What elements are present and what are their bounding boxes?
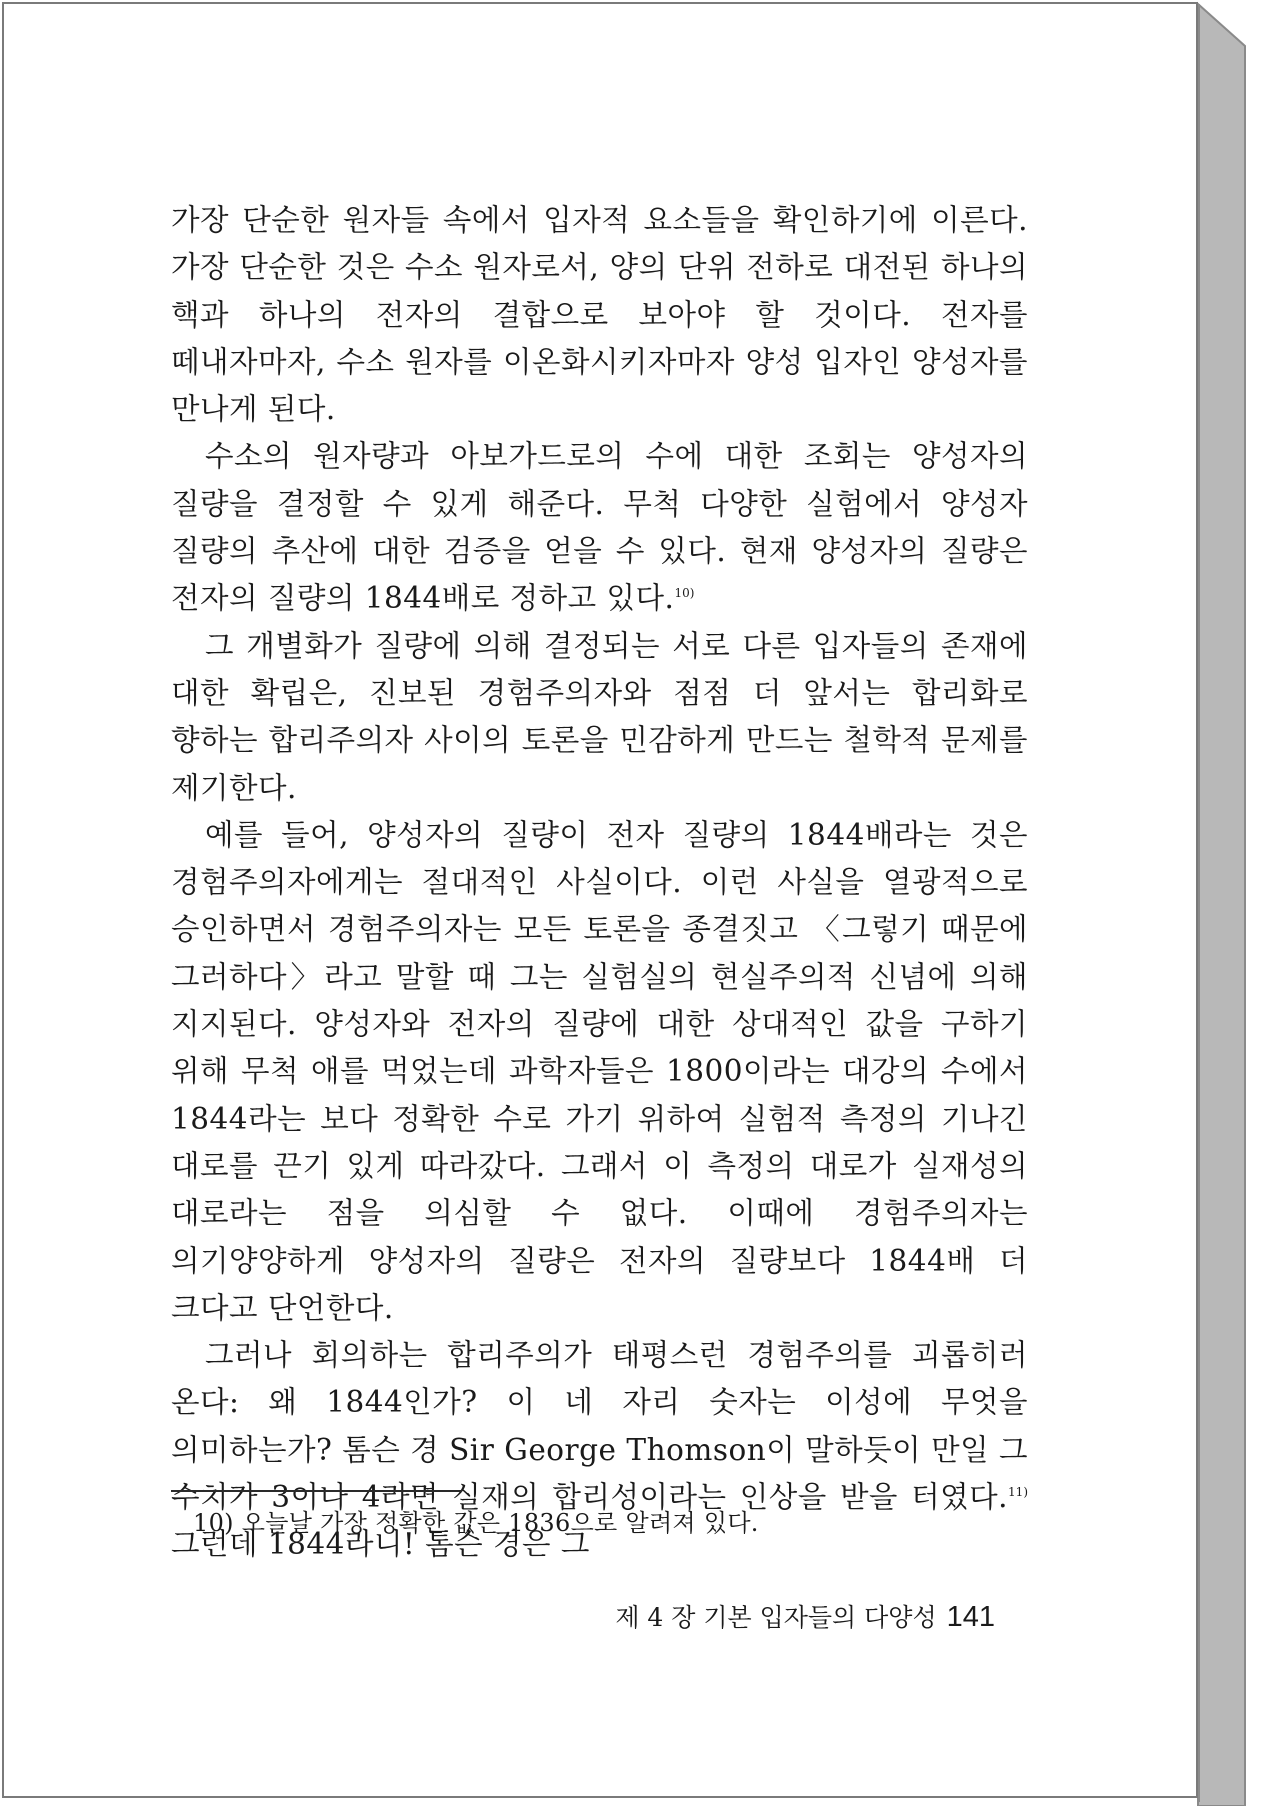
footnote: 10) 오늘날 가장 정확한 값은 1836으로 알려져 있다. bbox=[193, 1509, 759, 1537]
paragraph: 그 개별화가 질량에 의해 결정되는 서로 다른 입자들의 존재에 대한 확립은, 진보된 경험주의자와 점점 더 앞서는 합리화로 향하는 합리주의자 사이의 토론을 민감하게 만드는 철학적 문제를 제기한다. bbox=[171, 628, 1028, 805]
paragraph: 예를 들어, 양성자의 질량이 전자 질량의 1844배라는 것은 경험주의자에게는 절대적인 사실이다. 이런 사실을 열광적으로 승인하면서 경험주의자는 모든 토론을 종결짓고 〈그렇기 때문에 그러하다〉라고 말할 때 그는 실험실의 현실주의적 신념에 의해 지지된다. 양성자와 전자의 질량에 대한 상대적인 값을 구하기 위해 무척 애를 먹었는데 과학자들은 1800이라는 대강의 수에서 1844라는 보다 정확한 수로 가기 위하여 실험적 측정의 기나긴 대로를 끈기 있게 따라갔다. 그래서 이 측정의 대로가 실재성의 대로라는 점을 의심할 수 없다. 이때에 경험주의자는 의기양양하게 양성자의 질량은 전자의 질량보다 1844배 더 크다고 단언한다. bbox=[171, 817, 1028, 1325]
paragraph-text: 수소의 원자량과 아보가드로의 수에 대한 조회는 양성자의 질량을 결정할 수 있게 해준다. 무척 다양한 실험에서 양성자 질량의 추산에 대한 검증을 얻을 수 있다. 현재 양성자의 질량은 전자의 질량의 1844배로 정하고 있다. bbox=[171, 439, 1028, 616]
page-number: 141 bbox=[946, 1601, 995, 1633]
chapter-title: 제 4 장 기본 입자들의 다양성 bbox=[615, 1603, 937, 1632]
book-side-face bbox=[1198, 4, 1245, 1806]
paragraph: 가장 단순한 원자들 속에서 입자적 요소들을 확인하기에 이른다. 가장 단순한 것은 수소 원자로서, 양의 단위 전하로 대전된 하나의 핵과 하나의 전자의 결합으로 보아야 할 것이다. 전자를 떼내자마자, 수소 원자를 이온화시키자마자 양성 입자인 양성자를 만나게 된다. bbox=[171, 203, 1028, 427]
paragraph-text: 그러나 회의하는 합리주의가 태평스런 경험주의를 괴롭히러 온다: 왜 1844인가? 이 네 자리 숫자는 이성에 무엇을 의미하는가? 톰슨 경 Sir George Thomson이 말하듯이 만일 그 수치가 3이나 4라면 실재의 합리성이라는 인상을 받을 터였다. bbox=[171, 1338, 1028, 1515]
paragraph-text-continued: 그런데 1844라니! 톰슨 경은 그 bbox=[171, 1527, 590, 1562]
body-text bbox=[171, 197, 1028, 1569]
footnote-divider bbox=[171, 1490, 462, 1492]
paragraph bbox=[171, 433, 1028, 622]
running-footer bbox=[615, 1601, 995, 1634]
footnote-reference: 11) bbox=[1008, 1485, 1028, 1500]
book-side-face-dark bbox=[1198, 4, 1200, 1802]
footnote-reference: 10) bbox=[674, 586, 695, 601]
